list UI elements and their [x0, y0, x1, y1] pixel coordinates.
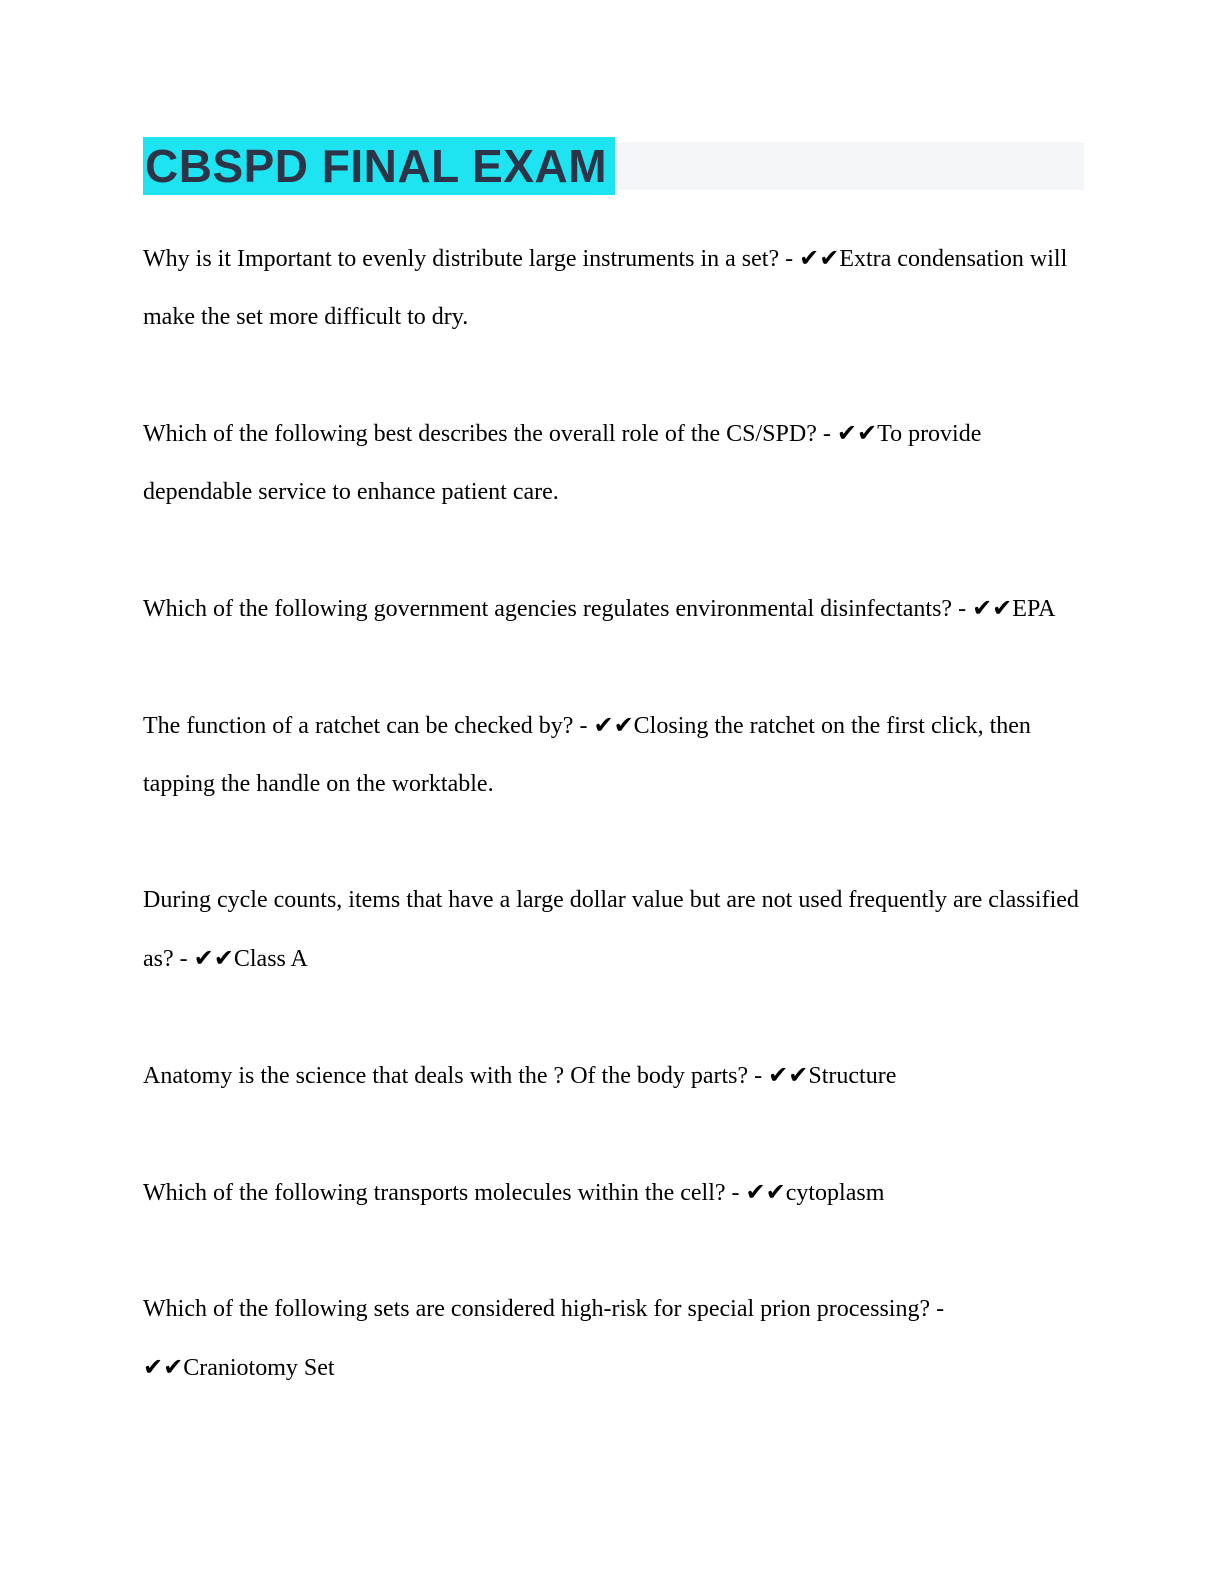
answer-separator: - — [816, 421, 837, 447]
document-content — [143, 142, 1084, 1455]
answer-text: EPA — [1012, 596, 1056, 622]
qa-item — [143, 1280, 1084, 1397]
double-checkmark-icon: ✔✔ — [593, 711, 634, 739]
qa-item — [143, 1046, 1084, 1105]
answer-separator: - — [930, 1296, 945, 1322]
answer-separator: - — [573, 713, 594, 739]
qa-item — [143, 229, 1084, 346]
double-checkmark-icon: ✔✔ — [193, 944, 234, 972]
question-text: Which of the following sets are considered high-risk for special prion processing? — [143, 1296, 931, 1322]
answer-text: Structure — [808, 1063, 897, 1089]
double-checkmark-icon: ✔✔ — [836, 419, 878, 447]
qa-item — [143, 1163, 1084, 1222]
double-checkmark-icon: ✔✔ — [972, 594, 1013, 622]
question-text: Which of the following best describes the overall role of the CS/SPD? — [143, 421, 817, 447]
question-text: During cycle counts, items that have a large dollar value but are not used frequently are classified as? — [143, 887, 1079, 972]
answer-text: Closing the ratchet on the first click, then tapping the handle on the worktable. — [143, 713, 1031, 797]
answer-separator: - — [952, 596, 973, 622]
double-checkmark-icon: ✔✔ — [745, 1178, 786, 1206]
question-text: Which of the following transports molecules within the cell? — [143, 1180, 726, 1206]
answer-text: Craniotomy Set — [183, 1355, 335, 1381]
double-checkmark-icon: ✔✔ — [768, 1061, 809, 1089]
answer-separator: - — [748, 1063, 769, 1089]
qa-item — [143, 696, 1084, 813]
question-text: Why is it Important to evenly distribute large instruments in a set? — [143, 246, 780, 272]
qa-item — [143, 871, 1084, 988]
double-checkmark-icon: ✔✔ — [799, 244, 840, 272]
answer-text: cytoplasm — [785, 1180, 885, 1206]
question-text: Anatomy is the science that deals with the ? Of the body parts? — [143, 1063, 749, 1089]
answer-separator: - — [725, 1180, 746, 1206]
answer-separator: - — [173, 946, 194, 972]
qa-item — [143, 404, 1084, 521]
question-text: The function of a ratchet can be checked by? — [143, 713, 574, 739]
answer-text: Class A — [233, 946, 308, 972]
double-checkmark-icon: ✔✔ — [143, 1353, 184, 1381]
question-text: Which of the following government agencies regulates environmental disinfectants? — [143, 596, 953, 622]
qa-item — [143, 579, 1084, 638]
answer-text: Extra condensation will make the set more difficult to dry. — [143, 246, 1068, 330]
page-title: CBSPD FINAL EXAM — [143, 137, 615, 195]
title-bar — [143, 142, 1084, 190]
answer-separator: - — [779, 246, 800, 272]
answer-text: To provide dependable service to enhance patient care. — [143, 421, 982, 505]
